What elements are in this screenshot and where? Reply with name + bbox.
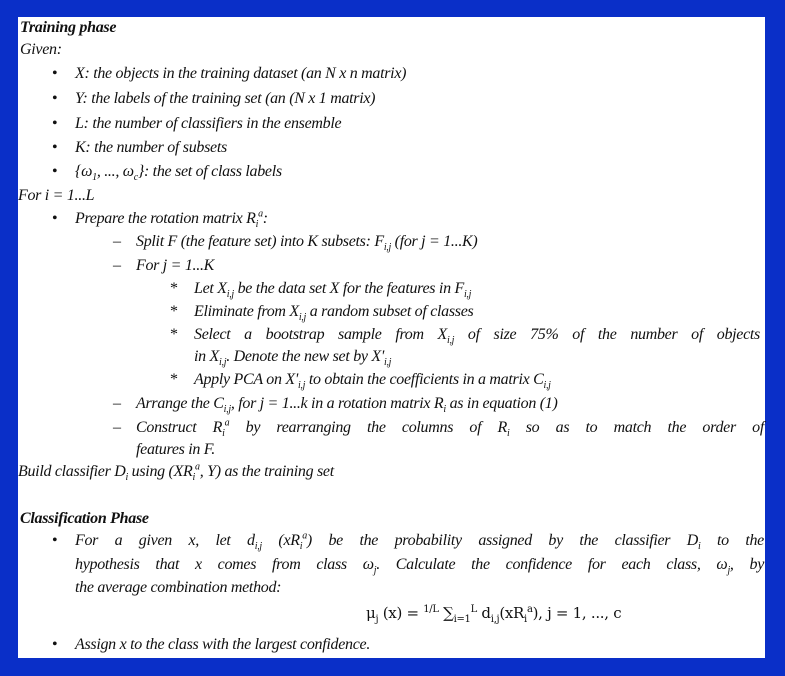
text-segment: . Calculate the confidence for each class, ω (376, 556, 728, 573)
apply-pca-step (194, 370, 551, 390)
subscript: i,j (219, 357, 227, 369)
text-segment: (xR (499, 604, 525, 622)
superscript: a (195, 461, 200, 473)
text-segment: ), j = 1, ..., c (532, 604, 622, 622)
bullet-marker: • (52, 532, 58, 549)
text-segment: Construct R (136, 419, 223, 436)
subscript: i (255, 219, 259, 231)
text-segment: hypothesis that x comes from class ω (75, 556, 374, 573)
given-label: Given: (20, 41, 62, 58)
text-segment: features in F. (136, 441, 215, 458)
text-segment: ∑ (438, 604, 454, 622)
prepare-step (75, 209, 268, 229)
subscript: i,j (298, 312, 306, 324)
select-step (194, 325, 760, 345)
bullet-marker: • (52, 139, 58, 156)
subscript: i (507, 428, 510, 440)
text-segment: a random subset of classes (306, 303, 474, 320)
subscript: i,j (254, 541, 262, 553)
superscript: a (224, 417, 230, 429)
build-classifier-step (18, 462, 334, 482)
given-item-l (75, 114, 341, 134)
bullet-marker: • (52, 163, 58, 180)
superscript: a (526, 604, 533, 615)
classification-phase-heading: Classification Phase (20, 510, 149, 527)
classification-para-line-2 (75, 555, 764, 575)
subscript: i,j (463, 289, 472, 301)
text-segment: : (262, 210, 268, 227)
text-segment: to obtain the coefficients in a matrix C (305, 371, 544, 388)
star-marker: * (170, 326, 178, 343)
bullet-marker: • (52, 65, 58, 82)
text-segment: Eliminate from X (194, 303, 299, 320)
text-segment: to the (700, 532, 764, 549)
bullet-marker: • (52, 210, 58, 227)
text-segment: Assign x to the class with the largest confidence. (75, 636, 371, 653)
construct-step-continued (136, 440, 215, 460)
bullet-marker: • (52, 115, 58, 132)
text-segment: as in equation (1) (445, 395, 558, 412)
subscript: i,j (543, 380, 551, 392)
subscript: i (125, 472, 128, 484)
text-segment: of size 75% of the number of objects (454, 326, 760, 343)
subscript: i,j (384, 357, 392, 369)
text-segment: K: the number of subsets (75, 139, 227, 156)
split-step (136, 232, 477, 252)
subscript: i (222, 428, 225, 440)
subscript: i (524, 614, 527, 625)
text-segment: Let X (194, 280, 227, 297)
text-segment: . Denote the new set by X' (226, 348, 384, 365)
given-item-k (75, 138, 227, 158)
dash-marker: – (113, 419, 121, 436)
star-marker: * (170, 303, 178, 320)
construct-step (136, 418, 764, 438)
subscript: i (443, 404, 446, 416)
subscript: i,j (383, 242, 391, 254)
text-segment: For j = 1...K (136, 257, 215, 274)
subscript: i,j (447, 335, 455, 347)
subscript: i,j (297, 380, 306, 392)
subscript: j (375, 614, 379, 625)
subscript: i,j (226, 289, 234, 301)
text-segment: For a given x, let d (75, 532, 255, 549)
subscript: i=1 (453, 614, 471, 625)
assign-step (75, 635, 370, 655)
text-segment: {ω (75, 163, 93, 180)
subscript: i,j (223, 404, 231, 416)
dash-marker: – (113, 233, 121, 250)
text-segment: Apply PCA on X' (194, 371, 298, 388)
star-marker: * (170, 280, 178, 297)
text-segment: (xR (261, 532, 300, 549)
subscript: i (299, 541, 303, 553)
dash-marker: – (113, 395, 121, 412)
classification-para-line-1 (75, 531, 764, 551)
text-segment: in X (194, 348, 220, 365)
let-step (194, 279, 471, 299)
text-segment: , by (729, 556, 764, 573)
superscript: a (302, 530, 307, 542)
average-combination-formula (366, 603, 621, 623)
text-segment: Select a bootstrap sample from X (194, 326, 447, 343)
bullet-marker: • (52, 90, 58, 107)
algorithm-document (18, 17, 765, 658)
dash-marker: – (113, 257, 121, 274)
subscript: 1 (92, 172, 97, 184)
eliminate-step (194, 302, 473, 322)
text-segment: ) be the probability assigned by the classifier D (306, 532, 698, 549)
text-segment: Prepare the rotation matrix R (75, 210, 256, 227)
text-segment: using (XR (127, 463, 193, 480)
subscript: c (133, 172, 138, 184)
bullet-marker: • (52, 636, 58, 653)
subscript: j (727, 565, 730, 577)
text-segment: , for j = 1...k in a rotation matrix R (230, 395, 444, 412)
text-segment: d (476, 604, 491, 622)
text-segment: Arrange the C (136, 395, 224, 412)
text-segment: the average combination method: (75, 579, 282, 596)
text-segment: Build classifier D (18, 463, 126, 480)
subscript: i (698, 541, 701, 553)
given-item-x (75, 64, 406, 84)
subscript: j (373, 565, 377, 577)
select-step-continued (194, 347, 391, 367)
text-segment: , Y) as the training set (199, 463, 334, 480)
star-marker: * (170, 371, 178, 388)
text-segment: (x) = (378, 604, 424, 622)
for-j-loop (136, 256, 214, 276)
text-segment: L: the number of classifiers in the ensemble (75, 115, 342, 132)
text-segment: , ..., ω (96, 163, 134, 180)
text-segment: Y: the labels of the training set (an (N x 1 matrix) (75, 90, 376, 107)
given-item-labels (75, 162, 282, 182)
text-segment: μ (366, 604, 376, 622)
text-segment: (for j = 1...K) (390, 233, 478, 250)
subscript: i (192, 472, 196, 484)
text-segment: X: the objects in the training dataset (an N x n matrix) (75, 65, 407, 82)
classification-para-line-3 (75, 578, 281, 598)
text-segment: by rearranging the columns of R (229, 419, 507, 436)
superscript: L (470, 604, 477, 615)
arrange-step (136, 394, 558, 414)
text-segment: be the data set X for the features in F (233, 280, 464, 297)
superscript: a (258, 208, 263, 220)
training-phase-heading: Training phase (20, 19, 117, 36)
text-segment: so as to match the order of (509, 419, 765, 436)
given-item-y (75, 89, 375, 109)
text-segment: }: the set of class labels (137, 163, 282, 180)
text-segment: Split F (the feature set) into K subsets: F (136, 233, 384, 250)
superscript: 1/L (423, 604, 439, 615)
subscript: i,j (490, 614, 500, 625)
for-i-loop: For i = 1...L (18, 187, 95, 204)
